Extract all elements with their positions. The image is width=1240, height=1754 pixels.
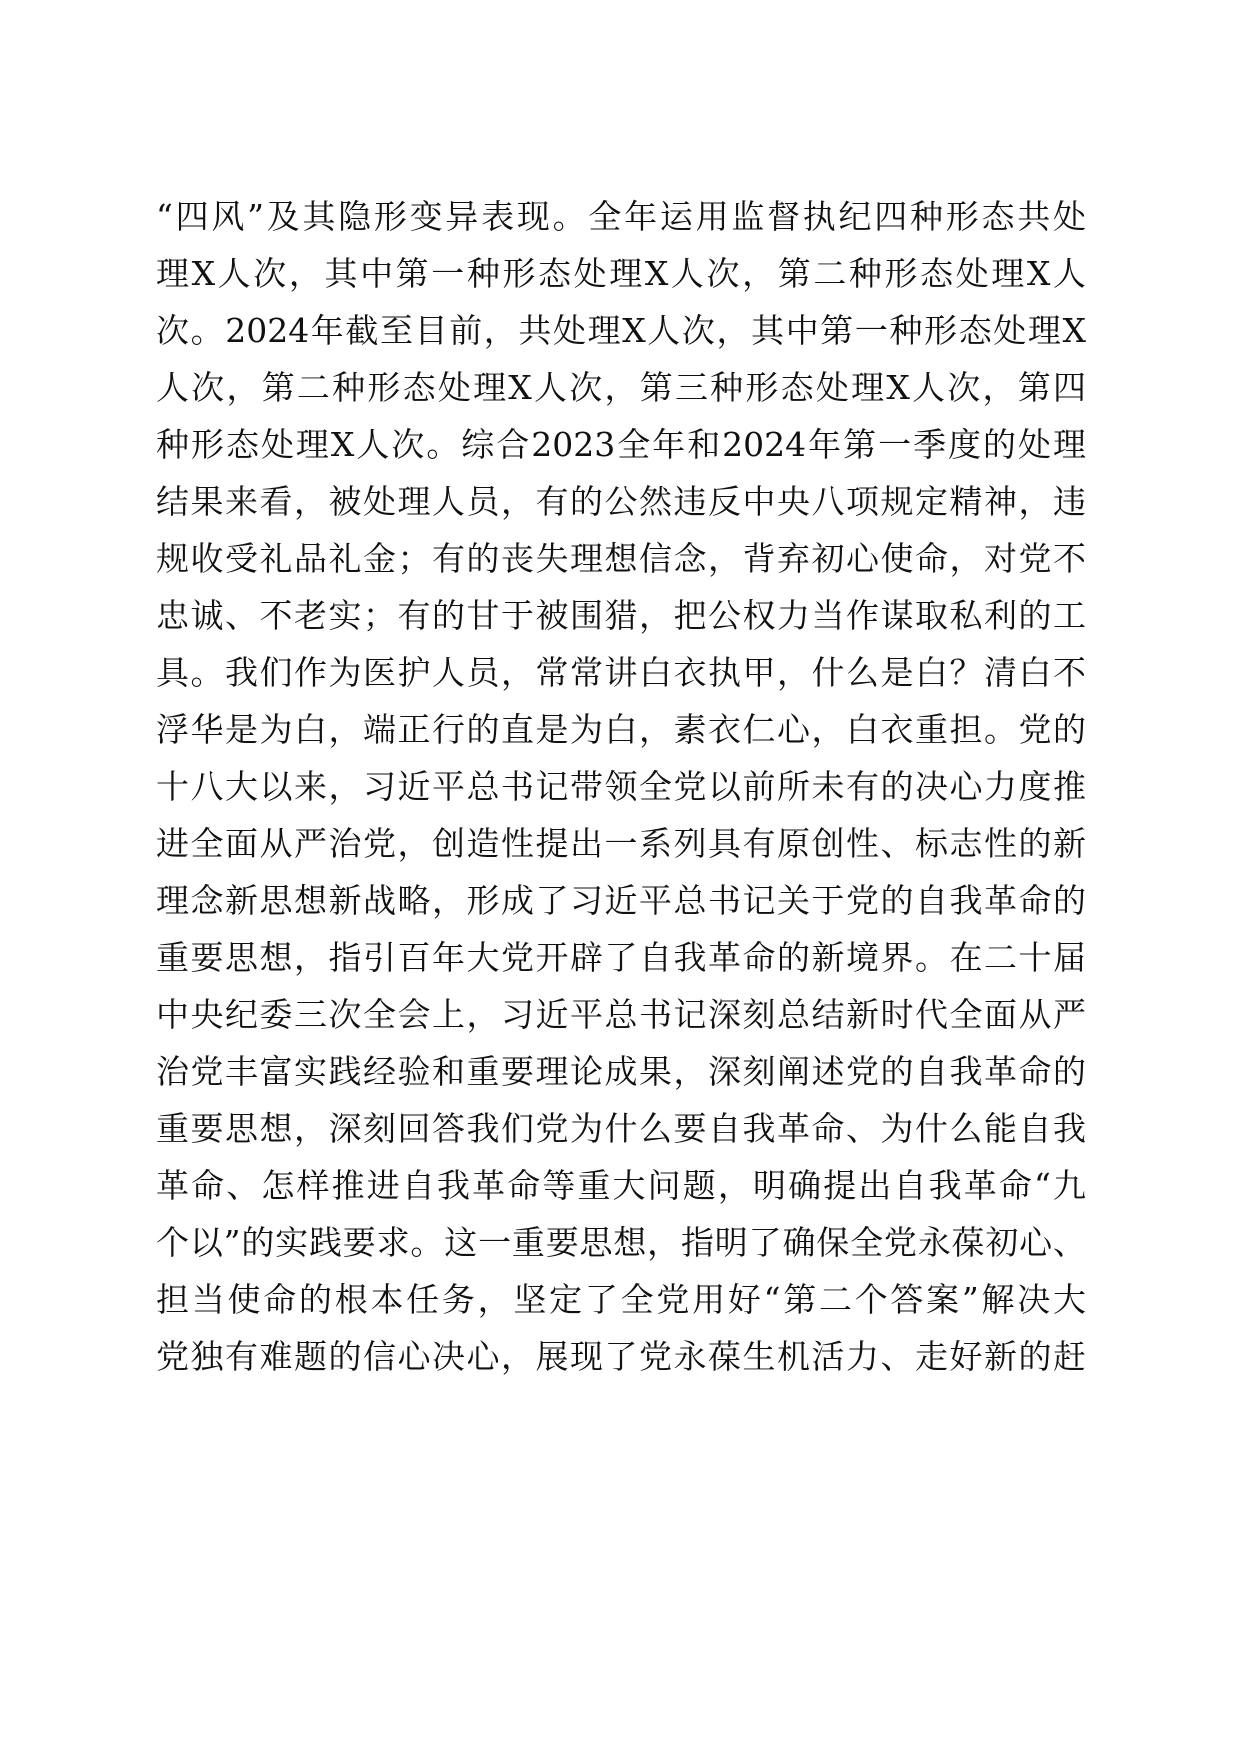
text-line: 理X人次，其中第一种形态处理X人次，第二种形态处理X人 [156, 254, 1086, 293]
text-line: 次。2024年截至目前，共处理X人次，其中第一种形态处理X [156, 311, 1086, 350]
text-line: 浮华是为白，端正行的直是为白，素衣仁心，白衣重担。党的 [156, 710, 1086, 749]
text-line: 具。我们作为医护人员，常常讲白衣执甲，什么是白？清白不 [156, 653, 1086, 692]
text-line: 重要思想，深刻回答我们党为什么要自我革命、为什么能自我 [156, 1109, 1086, 1148]
body-text [156, 188, 1086, 1385]
text-line: 担当使命的根本任务，坚定了全党用好“第二个答案”解决大 [156, 1280, 1086, 1319]
text-line: 忠诚、不老实；有的甘于被围猎，把公权力当作谋取私利的工 [156, 596, 1086, 635]
text-line: 革命、怎样推进自我革命等重大问题，明确提出自我革命“九 [156, 1166, 1086, 1205]
text-line: 治党丰富实践经验和重要理论成果，深刻阐述党的自我革命的 [156, 1052, 1086, 1091]
text-line: 进全面从严治党，创造性提出一系列具有原创性、标志性的新 [156, 824, 1086, 863]
text-line: 个以”的实践要求。这一重要思想，指明了确保全党永葆初心、 [156, 1223, 1086, 1262]
text-line: 理念新思想新战略，形成了习近平总书记关于党的自我革命的 [156, 881, 1086, 920]
text-line: “四风”及其隐形变异表现。全年运用监督执纪四种形态共处 [156, 197, 1086, 236]
text-line: 结果来看，被处理人员，有的公然违反中央八项规定精神，违 [156, 482, 1086, 521]
text-line: 规收受礼品礼金；有的丧失理想信念，背弃初心使命，对党不 [156, 539, 1086, 578]
text-line: 人次，第二种形态处理X人次，第三种形态处理X人次，第四 [156, 368, 1086, 407]
text-line: 种形态处理X人次。综合2023全年和2024年第一季度的处理 [156, 425, 1086, 464]
text-line: 中央纪委三次全会上，习近平总书记深刻总结新时代全面从严 [156, 995, 1086, 1034]
text-line: 党独有难题的信心决心，展现了党永葆生机活力、走好新的赶 [156, 1337, 1086, 1376]
text-line: 重要思想，指引百年大党开辟了自我革命的新境界。在二十届 [156, 938, 1086, 977]
text-line: 十八大以来，习近平总书记带领全党以前所未有的决心力度推 [156, 767, 1086, 806]
